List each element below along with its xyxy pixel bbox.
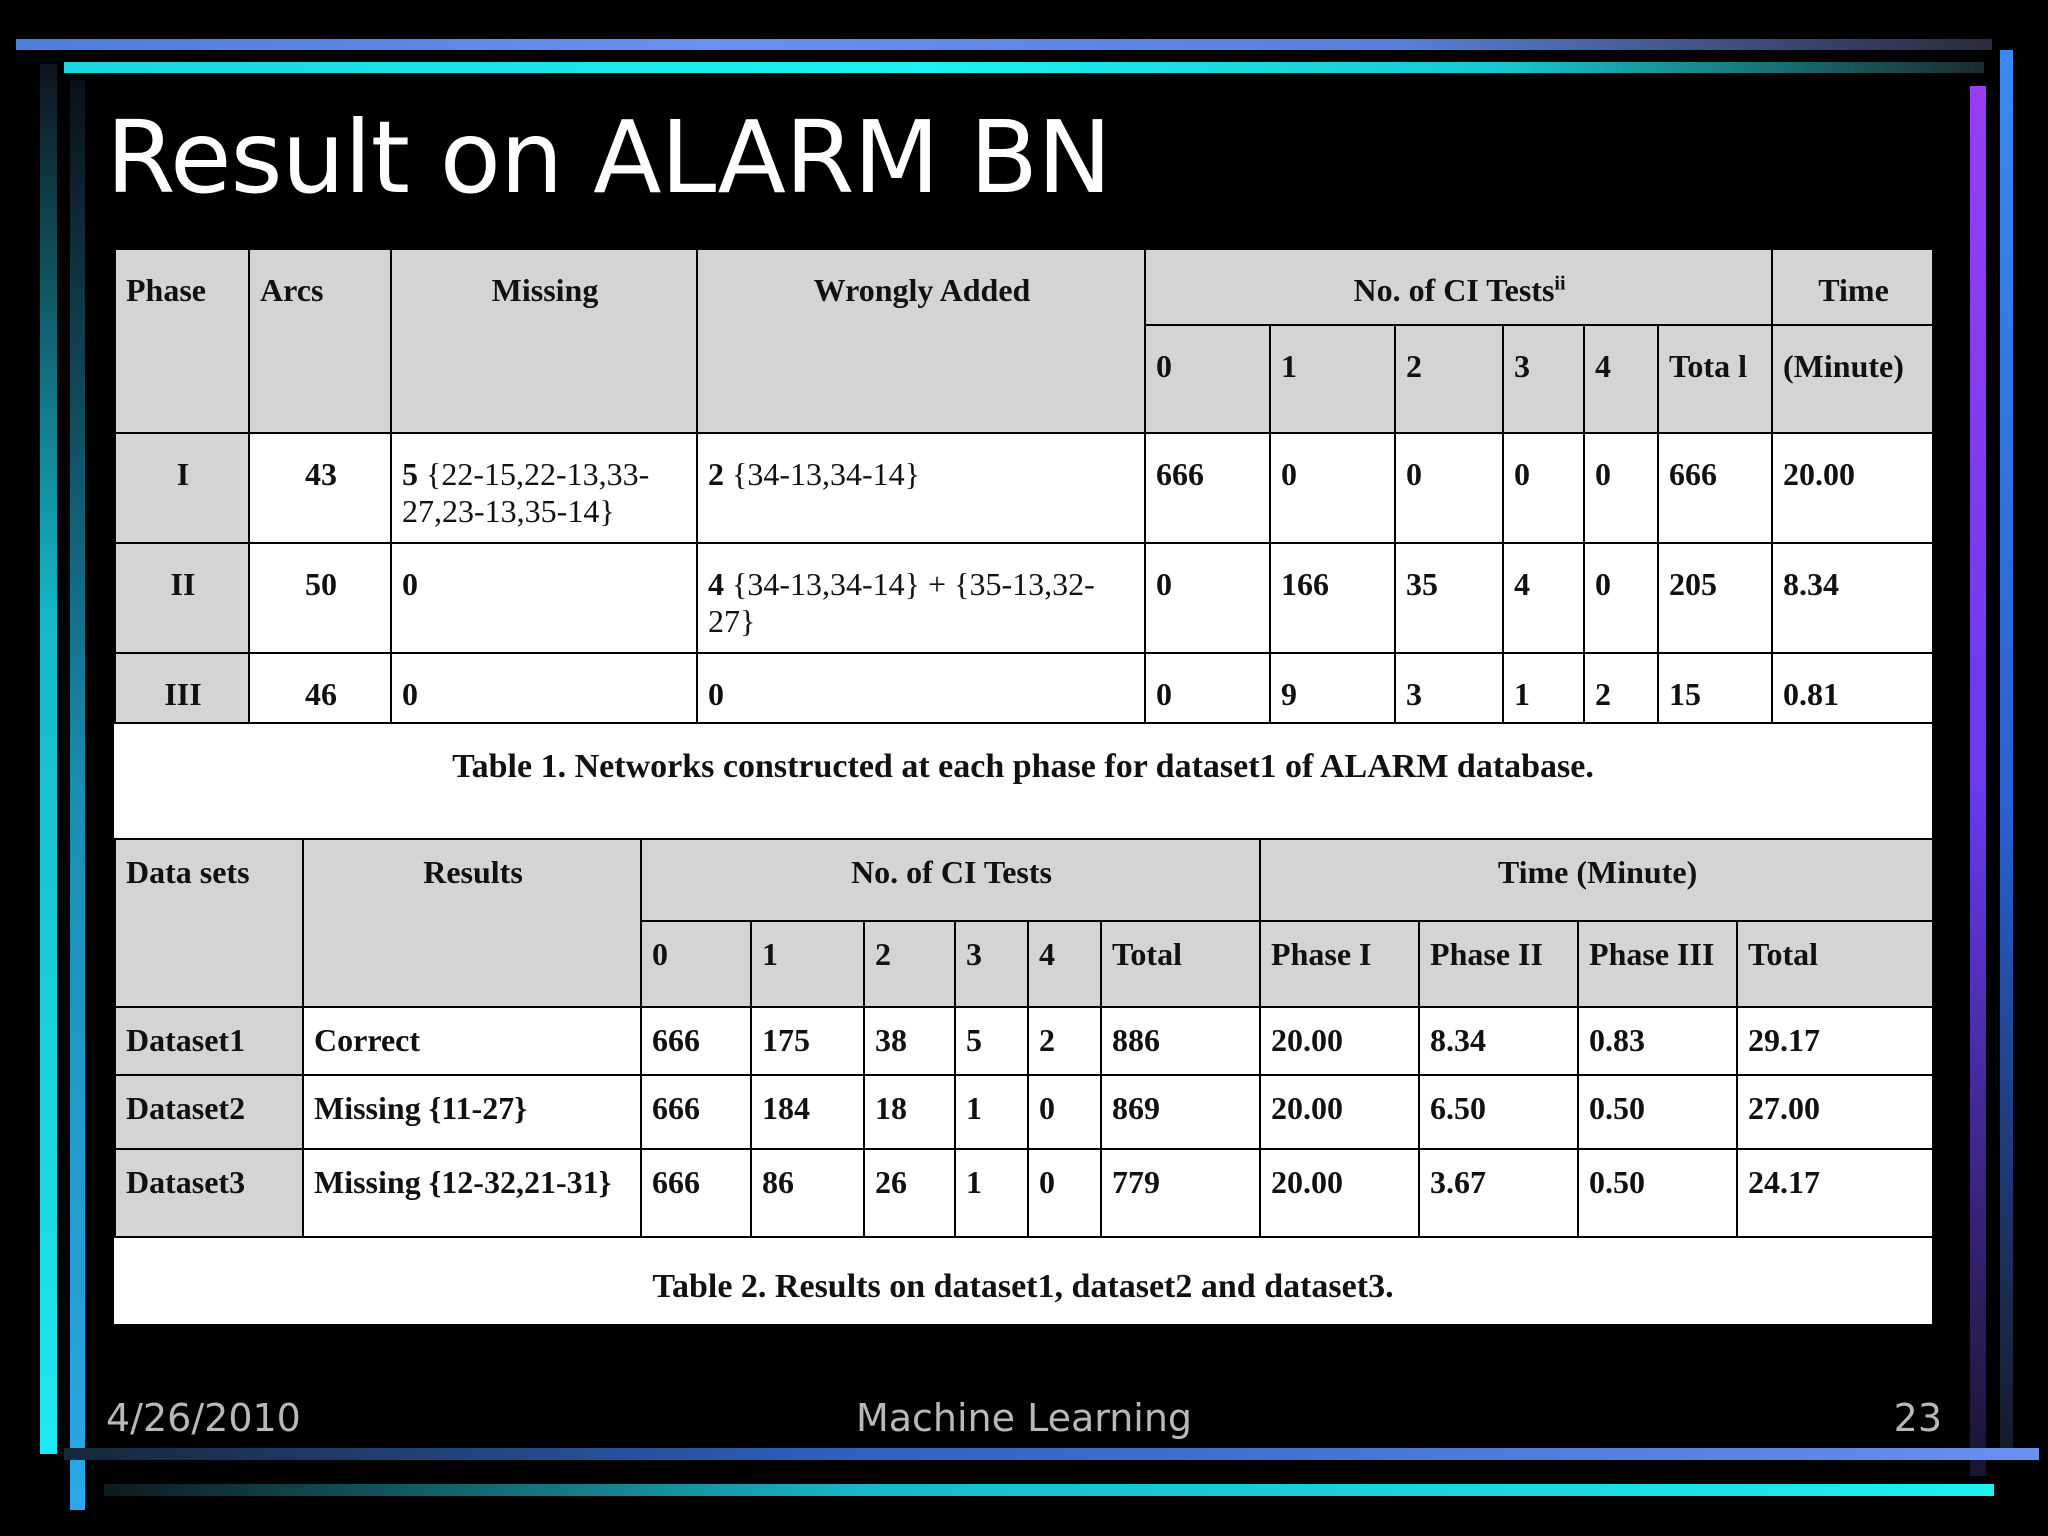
cell-ci-1: 166: [1270, 543, 1395, 653]
cell-phase-2: 8.34: [1419, 1007, 1578, 1075]
cell-added-set: {34-13,34-14}: [732, 456, 921, 492]
header-wrongly-added: Wrongly Added: [697, 249, 1145, 433]
cell-ci-0: 0: [1145, 543, 1270, 653]
cell-wrongly-added: [697, 543, 1145, 653]
table-row: [115, 653, 1933, 723]
cell-wrongly-added: [697, 653, 1145, 723]
header-phase-2: Phase II: [1419, 921, 1578, 1007]
cell-phase-2: 6.50: [1419, 1075, 1578, 1149]
cell-missing-count: 0: [402, 566, 418, 602]
header-ci-3: 3: [955, 921, 1028, 1007]
cell-result: Missing {12-32,21-31}: [303, 1149, 641, 1237]
cell-time: 20.00: [1772, 433, 1933, 543]
header-ci-4: 4: [1028, 921, 1101, 1007]
decor-bar-bottom-cyan: [104, 1484, 1994, 1496]
footer-page-number: 23: [1893, 1396, 1942, 1440]
table-row: [115, 1149, 1933, 1237]
table-row: [115, 543, 1933, 653]
cell-dataset: Dataset2: [115, 1075, 303, 1149]
header-datasets: Data sets: [115, 839, 303, 1007]
cell-arcs: 46: [249, 653, 391, 723]
header-ci-1: 1: [1270, 325, 1395, 433]
table-row: [115, 433, 1933, 543]
cell-result: Missing {11-27}: [303, 1075, 641, 1149]
cell-ci-3: 4: [1503, 543, 1584, 653]
cell-phase-2: 3.67: [1419, 1149, 1578, 1237]
cell-added-count: 2: [708, 456, 724, 492]
cell-phase-3: 0.50: [1578, 1149, 1737, 1237]
cell-time-total: 24.17: [1737, 1149, 1933, 1237]
cell-ci-0: 666: [641, 1007, 751, 1075]
cell-ci-3: 1: [1503, 653, 1584, 723]
header-phase-3: Phase III: [1578, 921, 1737, 1007]
header-phase: Phase: [115, 249, 249, 433]
cell-ci-1: 86: [751, 1149, 864, 1237]
cell-ci-0: 0: [1145, 653, 1270, 723]
cell-ci-4: 0: [1584, 433, 1658, 543]
cell-dataset: Dataset3: [115, 1149, 303, 1237]
cell-ci-total: 886: [1101, 1007, 1260, 1075]
cell-ci-4: 2: [1584, 653, 1658, 723]
cell-ci-2: 0: [1395, 433, 1503, 543]
cell-phase: II: [115, 543, 249, 653]
header-missing: Missing: [391, 249, 697, 433]
cell-missing: [391, 653, 697, 723]
cell-ci-0: 666: [641, 1075, 751, 1149]
header-ci-1: 1: [751, 921, 864, 1007]
header-time-total: Total: [1737, 921, 1933, 1007]
header-time-unit: (Minute): [1772, 325, 1933, 433]
decor-bar-left-blue: [70, 80, 85, 1510]
cell-wrongly-added: [697, 433, 1145, 543]
cell-ci-2: 35: [1395, 543, 1503, 653]
decor-bar-left-cyan: [40, 64, 57, 1454]
table-2: [114, 838, 1934, 1238]
cell-missing-count: 0: [402, 676, 418, 712]
header-ci-total: Tota l: [1658, 325, 1772, 433]
cell-ci-3: 0: [1503, 433, 1584, 543]
table-1-caption: Table 1. Networks constructed at each phase for dataset1 of ALARM database.: [452, 748, 1594, 785]
cell-added-count: 0: [708, 676, 724, 712]
cell-ci-1: 0: [1270, 433, 1395, 543]
header-ci-3: 3: [1503, 325, 1584, 433]
cell-ci-total: 779: [1101, 1149, 1260, 1237]
header-ci-2: 2: [1395, 325, 1503, 433]
cell-phase: I: [115, 433, 249, 543]
header-results: Results: [303, 839, 641, 1007]
cell-added-count: 4: [708, 566, 724, 602]
header-ci-total: Total: [1101, 921, 1260, 1007]
cell-dataset: Dataset1: [115, 1007, 303, 1075]
cell-ci-2: 3: [1395, 653, 1503, 723]
cell-time-total: 29.17: [1737, 1007, 1933, 1075]
cell-ci-2: 38: [864, 1007, 955, 1075]
cell-ci-0: 666: [1145, 433, 1270, 543]
cell-result: Correct: [303, 1007, 641, 1075]
cell-ci-total: 205: [1658, 543, 1772, 653]
table-2-caption: Table 2. Results on dataset1, dataset2 and dataset3.: [652, 1268, 1394, 1305]
cell-missing-count: 5: [402, 456, 418, 492]
header-arcs: Arcs: [249, 249, 391, 433]
cell-ci-1: 184: [751, 1075, 864, 1149]
header-ci-tests: No. of CI Tests: [641, 839, 1260, 921]
table-1: [114, 248, 1934, 724]
header-ci-0: 0: [641, 921, 751, 1007]
cell-time-total: 27.00: [1737, 1075, 1933, 1149]
cell-ci-4: 2: [1028, 1007, 1101, 1075]
cell-ci-3: 1: [955, 1075, 1028, 1149]
cell-time: 8.34: [1772, 543, 1933, 653]
cell-ci-1: 175: [751, 1007, 864, 1075]
header-phase-1: Phase I: [1260, 921, 1419, 1007]
table-row: [115, 1075, 1933, 1149]
cell-ci-1: 9: [1270, 653, 1395, 723]
cell-phase-1: 20.00: [1260, 1075, 1419, 1149]
decor-bar-right-purple: [1970, 86, 1986, 1476]
slide-title: Result on ALARM BN: [106, 99, 1111, 216]
document-image: [114, 248, 1932, 1324]
footer-title: Machine Learning: [855, 1396, 1193, 1440]
cell-added-set: {34-13,34-14} + {35-13,32-27}: [708, 566, 1095, 639]
cell-time: 0.81: [1772, 653, 1933, 723]
cell-arcs: 43: [249, 433, 391, 543]
cell-ci-2: 26: [864, 1149, 955, 1237]
header-ci-tests-label: No. of CI Tests: [1353, 272, 1555, 308]
cell-missing: [391, 543, 697, 653]
cell-arcs: 50: [249, 543, 391, 653]
cell-phase-1: 20.00: [1260, 1007, 1419, 1075]
header-ci-tests: [1145, 249, 1772, 325]
cell-ci-total: 869: [1101, 1075, 1260, 1149]
cell-ci-3: 5: [955, 1007, 1028, 1075]
header-ci-4: 4: [1584, 325, 1658, 433]
cell-phase-1: 20.00: [1260, 1149, 1419, 1237]
cell-phase-3: 0.50: [1578, 1075, 1737, 1149]
footer-date: 4/26/2010: [106, 1396, 301, 1440]
header-ci-tests-sup: ii: [1554, 272, 1566, 295]
decor-bar-top-blue: [16, 39, 1992, 50]
cell-ci-3: 1: [955, 1149, 1028, 1237]
header-time: Time: [1772, 249, 1933, 325]
cell-ci-4: 0: [1584, 543, 1658, 653]
cell-ci-total: 666: [1658, 433, 1772, 543]
cell-phase: III: [115, 653, 249, 723]
table-row: [115, 1007, 1933, 1075]
decor-bar-top-cyan: [64, 62, 1984, 73]
decor-bar-bottom-blue: [64, 1448, 2039, 1460]
cell-ci-2: 18: [864, 1075, 955, 1149]
cell-ci-0: 666: [641, 1149, 751, 1237]
cell-phase-3: 0.83: [1578, 1007, 1737, 1075]
header-ci-2: 2: [864, 921, 955, 1007]
header-ci-0: 0: [1145, 325, 1270, 433]
cell-ci-4: 0: [1028, 1149, 1101, 1237]
cell-ci-total: 15: [1658, 653, 1772, 723]
cell-ci-4: 0: [1028, 1075, 1101, 1149]
header-time: Time (Minute): [1260, 839, 1933, 921]
decor-bar-right-blue: [2000, 50, 2013, 1450]
cell-missing: [391, 433, 697, 543]
cell-missing-set: {22-15,22-13,33-27,23-13,35-14}: [402, 456, 650, 529]
